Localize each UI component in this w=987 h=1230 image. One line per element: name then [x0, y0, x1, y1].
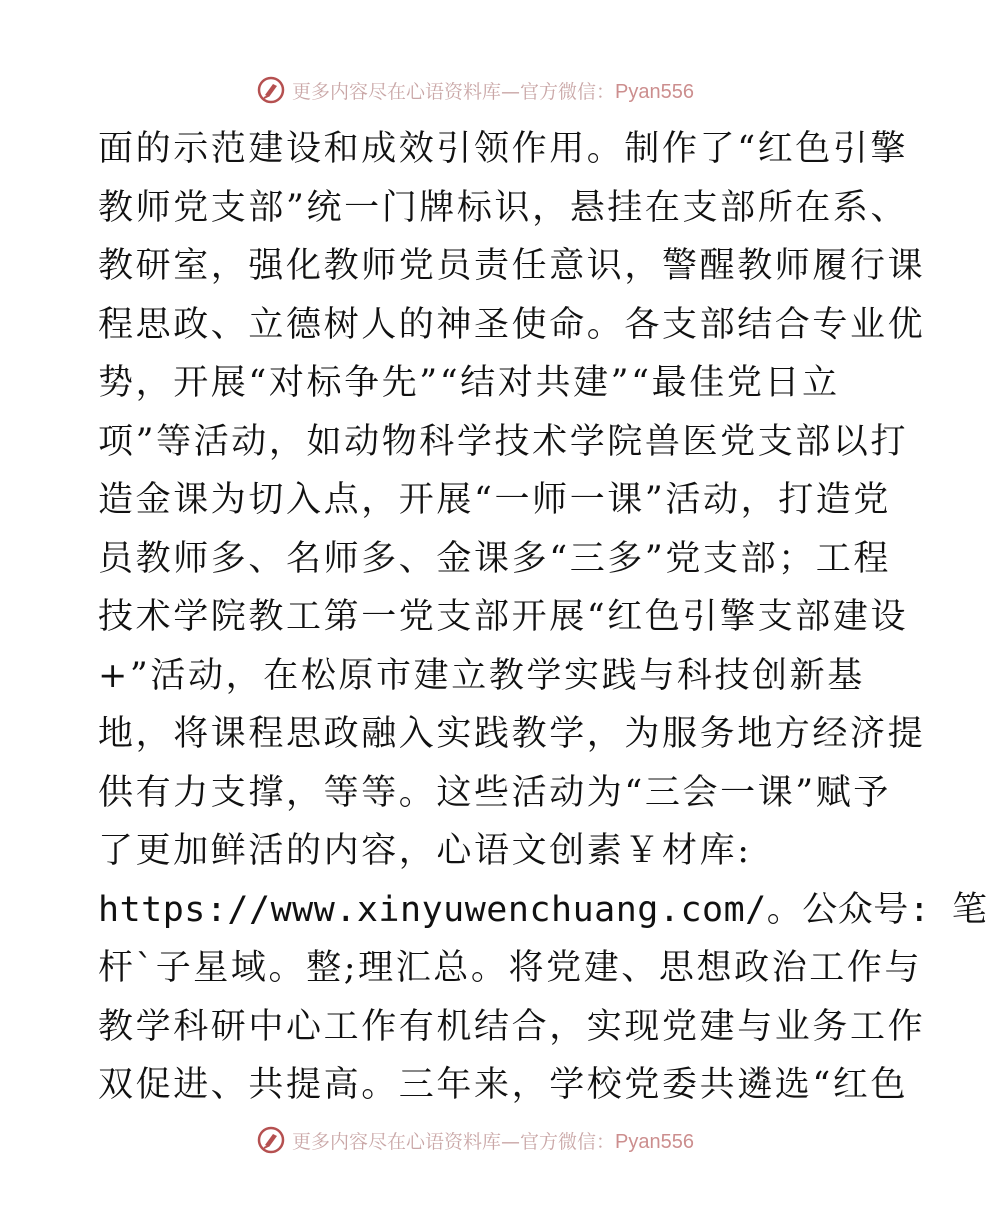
body-line: 造金课为切入点，开展“一师一课”活动，打造党	[98, 480, 891, 520]
watermark-text	[292, 1127, 694, 1154]
brand-logo-icon	[256, 75, 286, 105]
body-line: 程思政、立德树人的神圣使命。各支部结合专业优	[98, 304, 926, 345]
body-line: 面的示范建设和成效引领作用。制作了“红色引擎	[98, 129, 909, 169]
watermark-text	[292, 77, 694, 104]
body-line: 势，开展“对标争先”“结对共建”“最佳党日立	[98, 363, 840, 403]
brand-logo-icon	[256, 1125, 286, 1155]
watermark-id: Pyan556	[615, 1130, 694, 1153]
watermark-separator: —	[501, 1130, 521, 1153]
header-watermark	[0, 70, 950, 110]
body-line: 供有力支撑，等等。这些活动为“三会一课”赋予	[98, 772, 891, 813]
body-line: 教师党支部”统一门牌标识，悬挂在支部所在系、	[98, 187, 909, 228]
document-body	[98, 120, 987, 1115]
watermark-id: Pyan556	[615, 80, 694, 103]
body-line-url: https://www.xinyuwenchuang.com/。公众号: 笔	[98, 889, 987, 930]
body-line: 教研室，强化教师党员责任意识，警醒教师履行课	[98, 246, 926, 286]
watermark-label: 官方微信：	[520, 1130, 616, 1153]
watermark-brand: 更多内容尽在心语资料库	[292, 80, 502, 103]
body-line: 项”等活动，如动物科学技术学院兽医党支部以打	[98, 421, 909, 462]
body-line: 地，将课程思政融入实践教学，为服务地方经济提	[98, 714, 926, 754]
body-line: 杆`子星域。整;理汇总。将党建、思想政治工作与	[98, 948, 923, 988]
body-line: 双促进、共提高。三年来，学校党委共遴选“红色	[98, 1065, 909, 1105]
watermark-label: 官方微信：	[520, 80, 616, 103]
watermark-brand: 更多内容尽在心语资料库	[292, 1130, 502, 1153]
body-line: 了更加鲜活的内容，心语文创素￥材库:	[98, 831, 752, 871]
body-line: +”活动，在松原市建立教学实践与科技创新基	[98, 655, 865, 696]
footer-watermark	[0, 1120, 950, 1160]
body-line: 教学科研中心工作有机结合，实现党建与业务工作	[98, 1006, 926, 1047]
body-line: 技术学院教工第一党支部开展“红色引擎支部建设	[98, 597, 909, 637]
body-line: 员教师多、名师多、金课多“三多”党支部；工程	[98, 538, 891, 579]
watermark-separator: —	[501, 80, 521, 103]
